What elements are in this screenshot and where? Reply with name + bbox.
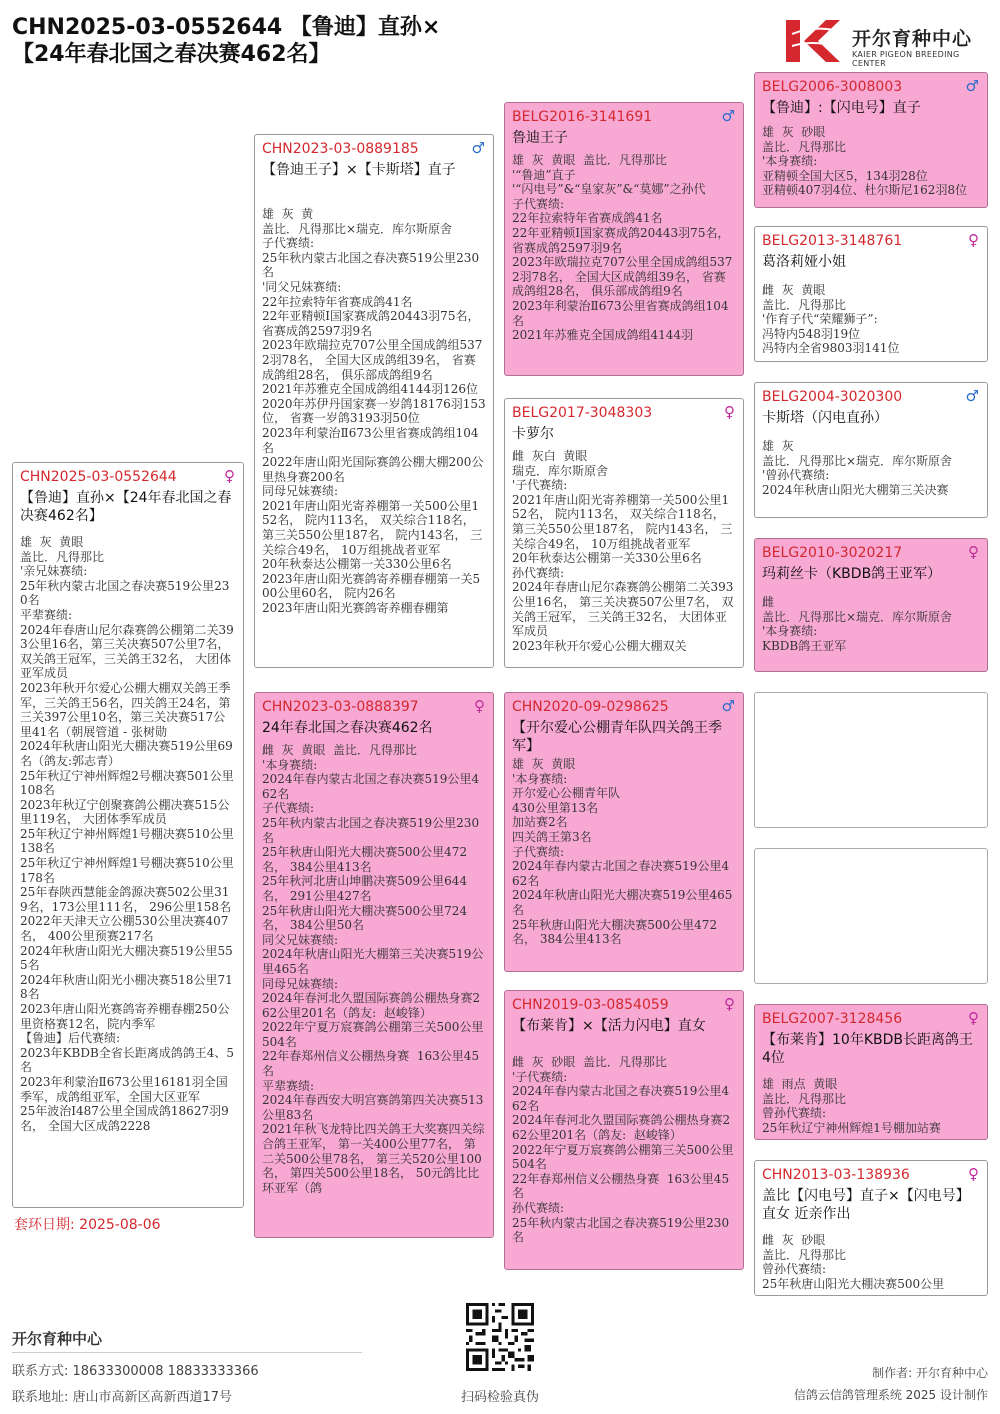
footer-contact: 联系方式: 18633300008 18833333366 <box>12 1364 259 1379</box>
ring-id: CHN2013-03-138936 <box>762 1167 910 1183</box>
pigeon-details: 雌 盖比．凡得那比×瑞克．库尔斯原舍 '本身赛绩: KBDB鸽王亚军 <box>762 595 953 653</box>
pigeon-details: 雄 灰 盖比．凡得那比×瑞克．库尔斯原舍 '曾孙代赛绩: 2024年秋唐山阳光大棚第三关决赛 <box>762 439 953 497</box>
dam-card[interactable] <box>254 692 494 1238</box>
ring-id: BELG2007-3128456 <box>762 1011 903 1027</box>
ring-id: CHN2023-03-0889185 <box>262 141 419 157</box>
ring-id: CHN2020-09-0298625 <box>512 699 669 715</box>
pigeon-name: 【布莱肯】×【活力闪电】直女 <box>512 1018 706 1034</box>
ring-id: CHN2023-03-0888397 <box>262 699 419 715</box>
pigeon-details: 雌 灰 砂眼 盖比．凡得那比 曾孙代赛绩: 25年秋唐山阳光大棚决赛500公里 <box>762 1233 945 1291</box>
male-icon: ♂ <box>721 107 735 125</box>
ring-id: BELG2006-3008003 <box>762 79 903 95</box>
ds-dam-card-empty[interactable] <box>754 848 988 984</box>
ss-dam-card[interactable] <box>754 226 988 362</box>
pigeon-details: 雌 灰 黄眼 盖比．凡得那比 '本身赛绩: 2024年春内蒙古北国之春决赛519公里462名 子代赛绩: 25年秋内蒙古北国之春决赛519公里230名 25年秋唐山阳光大棚决赛500公里472名， 384公里413名 25年秋河北唐山坤鹏决赛509公里644名， 291公里427名 25年秋唐山阳光大棚决赛500公里724名， 384公里50名 同父兄妹赛绩: 2024年秋唐山阳光大棚第三关决赛519公里465名 同母兄妹赛绩: 2024年春河北久盟国际赛鸽公棚热身赛262公里201名（鸽友: 赵峻锋） 2022年宁夏万宸赛鸽公棚第三关500公里504名 22年春郑州信义公棚热身赛 163公里45名 平辈赛绩: 2024年春西安大明宫赛鸽第四关决赛513公里83名 2021年秋飞龙特比四关鸽王大奖赛四关综合鸽王亚军， 第一关400公里77名， 第二关500公里78名， 第三关520公里100名， 第四关500公里18名， 50元鸽比比环亚军（鸽 <box>262 743 485 1195</box>
pigeon-name: 【鲁迪】:【闪电号】直子 <box>762 100 921 116</box>
pigeon-details: 雄 灰 黄眼 盖比．凡得那比 '亲兄妹赛绩: 25年秋内蒙古北国之春决赛519公里230名 平辈赛绩: 2024年春唐山尼尔森赛鸽公棚第二关393公里16名，第三关决赛507公里7名， 双关鸽王冠军，三关鸽王32名， 大团体亚军成员 2023年秋开尔爱心公棚大棚双关鸽王季军，三关鸽王56名，四关鸽王24名，第三关397公里10名，第三关决赛517公里41名（朝展管道 - 张树勋 2024年秋唐山阳光大棚决赛519公里69名（鸽友:郭志青） 25年秋辽宁神州辉煌2号棚决赛501公里108名 2023年秋辽宁创聚赛鸽公棚决赛515公里119名， 大团体季军成员 25年秋辽宁神州辉煌1号棚决赛510公里138名 25年秋辽宁神州辉煌1号棚决赛510公里178名 25年春陕西慧能金鸽源决赛502公里319名，173公里111名， 296公里158名 2022年天津天立公棚530公里决赛407名， 400公里预赛217名 2024年秋唐山阳光大棚决赛519公里555名 2024年秋唐山阳光小棚决赛518公里718名 2023年唐山阳光赛鸽寄养棚春棚250公里资格赛12名，院内季军 【鲁迪】后代赛绩: 2023年KBDB全省长距离成鸽鸽王4、5名 2023年利蒙治Ⅱ673公里16181羽全国季军，成鸽组亚军，全国大区亚军 25年波治Ⅰ487公里全国成鸽18627羽9名， 全国大区成鸽2228 <box>20 535 235 1133</box>
male-icon: ♂ <box>471 139 485 157</box>
pigeon-name: 卡萝尔 <box>512 426 554 442</box>
pigeon-name: 卡斯塔（闪电直孙） <box>762 410 888 426</box>
footer-system: 信鸽云信鸽管理系统 2025 设计制作 <box>793 1388 988 1402</box>
pigeon-name: 鲁迪王子 <box>512 130 568 146</box>
footer-maker: 制作者: 开尔育种中心 <box>872 1366 988 1380</box>
ss-sire-card[interactable] <box>754 72 988 208</box>
dam-dam-card[interactable] <box>504 990 744 1270</box>
sire-card[interactable] <box>254 134 494 668</box>
footer-address: 联系地址: 唐山市高新区高新西道17号 <box>12 1390 233 1405</box>
qr-code-icon[interactable] <box>466 1303 534 1371</box>
female-icon: ♀ <box>224 467 235 485</box>
pigeon-details: 雄 灰 黄眼 '本身赛绩: 开尔爱心公棚青年队 430公里第13名 加站赛2名 四关鸽王第3名 子代赛绩: 2024年春内蒙古北国之春决赛519公里462名 2024年秋唐山阳光大棚决赛519公里465名 25年秋唐山阳光大棚决赛500公里472名， 384公里413名 <box>512 757 733 947</box>
footer-divider <box>12 1352 362 1353</box>
qr-caption: 扫码检验真伪 <box>460 1390 539 1405</box>
pigeon-name: 葛洛莉娅小姐 <box>762 254 846 270</box>
ring-date: 套环日期: 2025-08-06 <box>14 1217 161 1233</box>
pigeon-details: 雌 灰白 黄眼 瑞克．库尔斯原舍 '子代赛绩: 2021年唐山阳光寄养棚第一关500公里152名， 院内113名， 双关综合118名， 第三关550公里187名， 院内143名， 三关综合49名， 10万组挑战者亚军 20年秋泰达公棚第一关330公里6名 孙代赛绩: 2024年春唐山尼尔森赛鸽公棚第二关393公里16名， 第三关决赛507公里7名， 双关鸽王冠军， 三关鸽王32名， 大团体亚军成员 2023年秋开尔爱心公棚大棚双关 <box>512 449 734 653</box>
dd-sire-card[interactable] <box>754 1004 988 1140</box>
female-icon: ♀ <box>968 543 979 561</box>
logo-company-name: 开尔育种中心 <box>852 28 973 50</box>
male-icon: ♂ <box>965 77 979 95</box>
ring-id: BELG2004-3020300 <box>762 389 903 405</box>
footer-company: 开尔育种中心 <box>12 1330 103 1348</box>
pigeon-name: 【鲁迪】直孙×【24年春北国之春决赛462名】 <box>20 490 232 524</box>
logo-english-name: KAIER PIGEON BREEDING CENTER <box>852 50 960 68</box>
pigeon-details: 雄 灰 黄 盖比．凡得那比×瑞克．库尔斯原舍 子代赛绩: 25年秋内蒙古北国之春决赛519公里230名 '同父兄妹赛绩: 22年拉索特年省赛成鸽41名 22年亚精顿Ⅰ国家赛成鸽20443羽75名， 省赛成鸽2597羽9名 2023年欧瑞拉克707公里全国成鸽组5372羽78名， 全国大区成鸽组39名， 省赛成鸽组28名， 俱乐部成鸽组9名 2021年苏雅克全国成鸽组4144羽126位 2020年苏伊丹国家赛一岁鸽18176羽153位， 省赛一岁鸽3193羽50位 2023年利蒙治Ⅱ673公里省赛成鸽组104名 2022年唐山阳光国际赛鸽公棚大棚200公里热身赛200名 同母兄妹赛绩: 2021年唐山阳光寄养棚第一关500公里152名， 院内113名， 双关综合118名， 第三关550公里187名， 院内143名， 三关综合49名， 10万组挑战者亚军 20年秋泰达公棚第一关330公里6名 2023年唐山阳光赛鸽寄养棚春棚第一关500公里60名， 院内26名 2023年唐山阳光赛鸽寄养棚春棚第 <box>262 207 486 616</box>
subject-card[interactable] <box>12 462 244 1208</box>
sire-sire-card[interactable] <box>504 102 744 376</box>
kaier-logo-icon <box>782 16 842 66</box>
female-icon: ♀ <box>968 1009 979 1027</box>
sd-dam-card[interactable] <box>754 538 988 672</box>
pigeon-details: 雄 雨点 黄眼 盖比．凡得那比 曾孙代赛绩: 25年秋辽宁神州辉煌1号棚加站赛 <box>762 1077 941 1135</box>
page-title: CHN2025-03-0552644 【鲁迪】直孙×【24年春北国之春决赛462名】 <box>12 15 441 67</box>
male-icon: ♂ <box>721 697 735 715</box>
sd-sire-card[interactable] <box>754 382 988 518</box>
ring-id: CHN2019-03-0854059 <box>512 997 669 1013</box>
female-icon: ♀ <box>968 231 979 249</box>
pigeon-name: 24年春北国之春决赛462名 <box>262 720 433 736</box>
pigeon-name: 盖比【闪电号】直子×【闪电号】直女 近亲作出 <box>762 1188 970 1222</box>
pigeon-details: 雌 灰 黄眼 盖比．凡得那比 '作育子代“荣耀狮子”: 冯特内548羽19位 冯特内全省9803羽141位 <box>762 283 900 356</box>
sire-dam-card[interactable] <box>504 398 744 668</box>
pigeon-name: 【布莱肯】10年KBDB长距离鸽王4位 <box>762 1032 973 1066</box>
female-icon: ♀ <box>724 995 735 1013</box>
ring-id: CHN2025-03-0552644 <box>20 469 177 485</box>
pigeon-details: 雄 灰 砂眼 盖比．凡得那比 '本身赛绩: 亚精顿全国大区5，134羽28位 亚精顿407羽4位、杜尔斯尼162羽8位 <box>762 125 968 198</box>
male-icon: ♂ <box>965 387 979 405</box>
ring-id: BELG2010-3020217 <box>762 545 903 561</box>
ring-id: BELG2016-3141691 <box>512 109 653 125</box>
ring-id: BELG2017-3048303 <box>512 405 653 421</box>
pigeon-name: 【鲁迪王子】×【卡斯塔】直子 <box>262 162 456 178</box>
pigeon-details: 雄 灰 黄眼 盖比．凡得那比 '“鲁迪”直子 '“闪电号”&“皇家灰”&“莫娜”之孙代 子代赛绩: 22年拉索特年省赛成鸽41名 22年亚精顿Ⅰ国家赛成鸽20443羽75名， 省赛成鸽2597羽9名 2023年欧瑞拉克707公里全国成鸽组5372羽78名， 全国大区成鸽组39名， 省赛成鸽组28名， 俱乐部成鸽组9名 2023年利蒙治Ⅱ673公里省赛成鸽组104名 2021年苏雅克全国成鸽组4144羽 <box>512 153 733 343</box>
female-icon: ♀ <box>968 1165 979 1183</box>
brand-logo <box>782 16 992 66</box>
dd-dam-card[interactable] <box>754 1160 988 1296</box>
ring-id: BELG2013-3148761 <box>762 233 903 249</box>
dam-sire-card[interactable] <box>504 692 744 972</box>
pigeon-details: 雌 灰 砂眼 盖比．凡得那比 '子代赛绩: 2024年春内蒙古北国之春决赛519公里462名 2024年春河北久盟国际赛鸽公棚热身赛262公里201名（鸽友: 赵峻锋） 2022年宁夏万宸赛鸽公棚第三关500公里504名 22年春郑州信义公棚热身赛 163公里45名 孙代赛绩: 25年秋内蒙古北国之春决赛519公里230名 <box>512 1055 734 1245</box>
pigeon-name: 玛莉丝卡（KBDB鸽王亚军） <box>762 566 942 582</box>
female-icon: ♀ <box>724 403 735 421</box>
ds-sire-card-empty[interactable] <box>754 692 988 828</box>
female-icon: ♀ <box>474 697 485 715</box>
pigeon-name: 【开尔爱心公棚青年队四关鸽王季军】 <box>512 720 722 754</box>
